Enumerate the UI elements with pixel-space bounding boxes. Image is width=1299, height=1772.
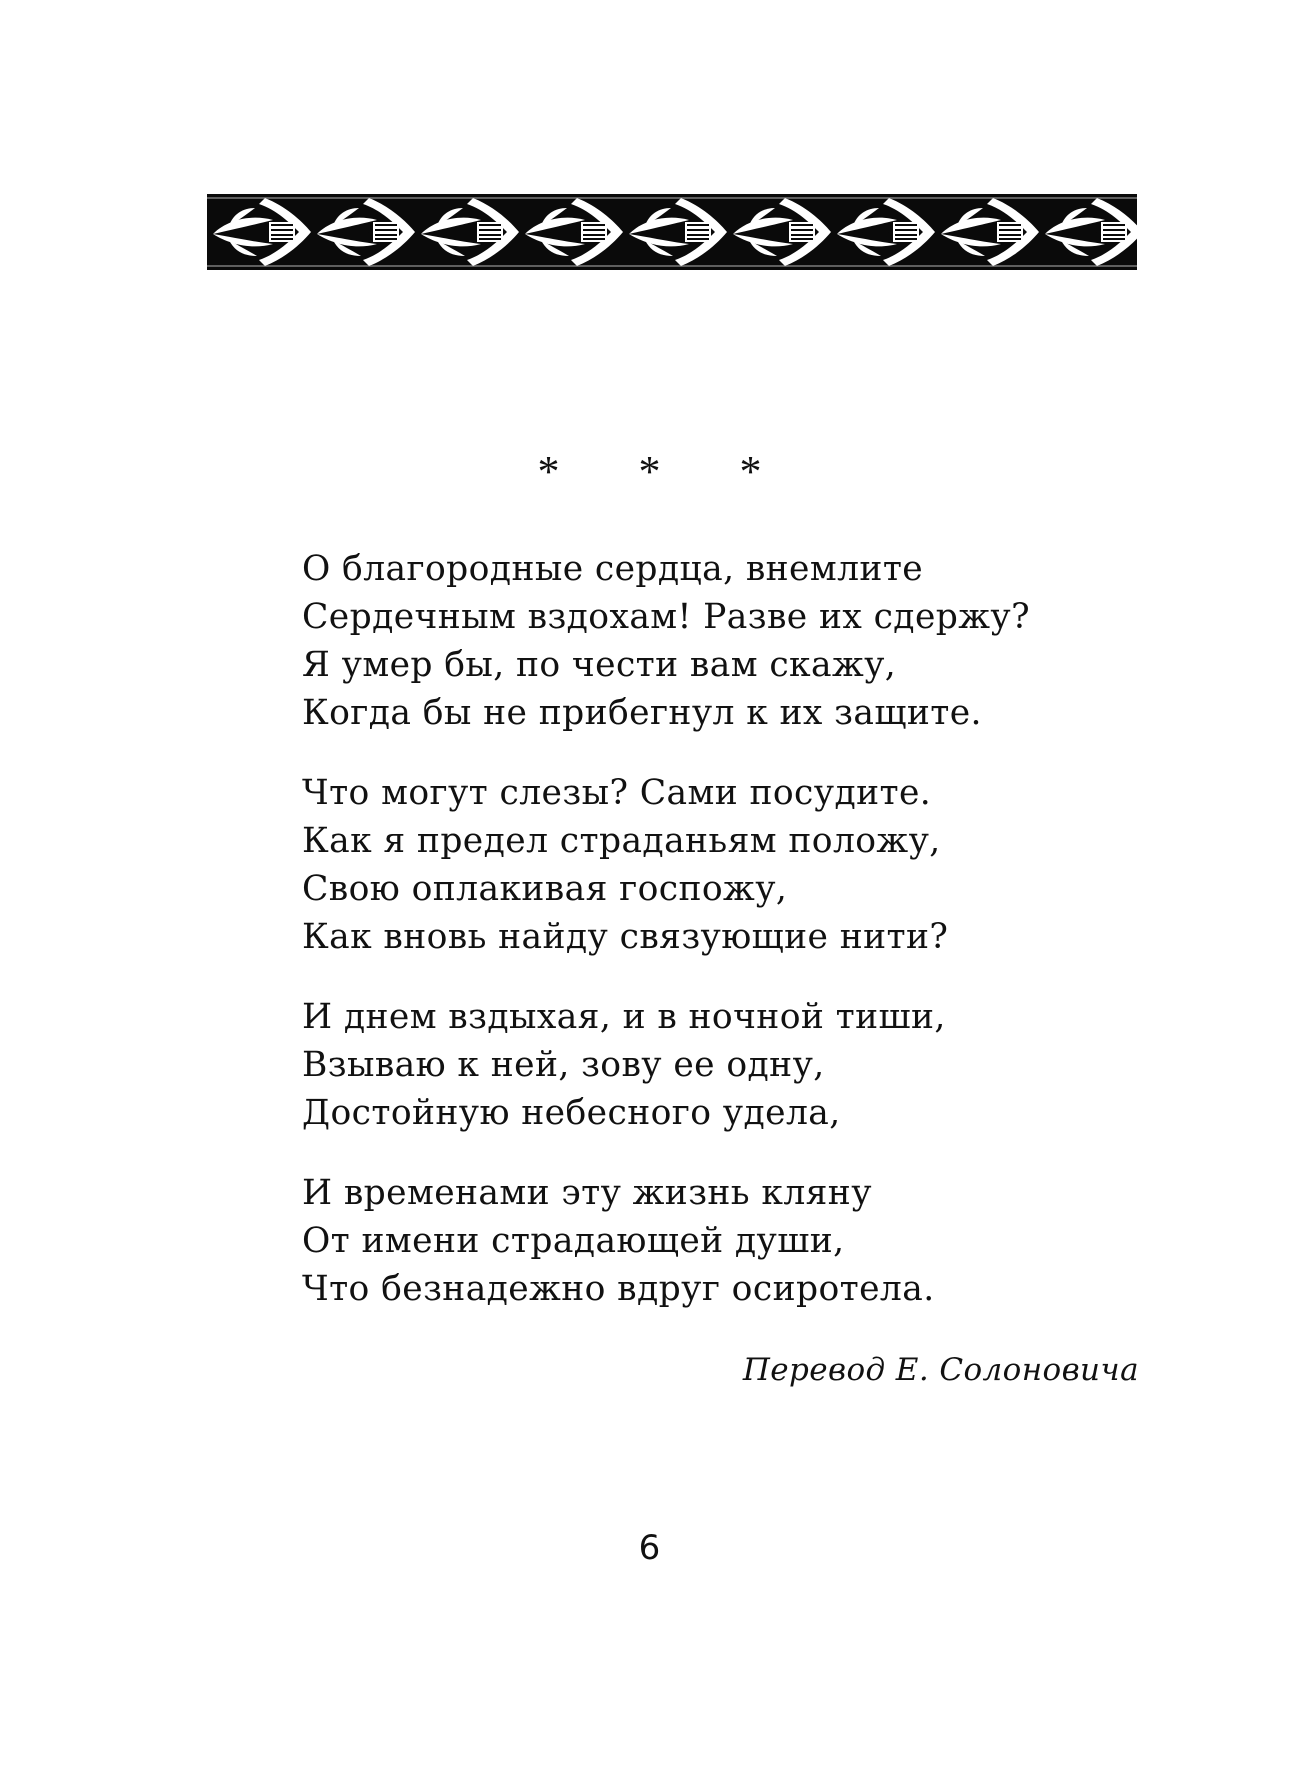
poem-line: И временами эту жизнь кляну <box>302 1173 872 1213</box>
poem-line: Сердечным вздохам! Разве их сдержу? <box>302 597 1030 637</box>
stanza <box>302 993 1162 1137</box>
poem-line: О благородные сердца, внемлите <box>302 549 924 589</box>
stanza <box>302 769 1162 961</box>
braided-laurel-border-icon <box>207 194 1137 270</box>
stanza <box>302 1169 1162 1313</box>
poem-line: И днем вздыхая, и в ночной тиши, <box>302 997 946 1037</box>
poem-line: Когда бы не прибегнул к их защите. <box>302 693 982 733</box>
poem-line: Я умер бы, по чести вам скажу, <box>302 645 897 685</box>
poem-body <box>302 545 1162 1313</box>
poem-line: Что безнадежно вдруг осиротела. <box>302 1269 935 1309</box>
poem-line: Взываю к ней, зову ее одну, <box>302 1045 825 1085</box>
stanza <box>302 545 1162 737</box>
translator-credit: Перевод Е. Солоновича <box>742 1352 1139 1388</box>
poem-line: Как вновь найду связующие нити? <box>302 917 949 957</box>
poem-line: От имени страдающей души, <box>302 1221 845 1261</box>
section-separator: * * * <box>537 447 796 496</box>
page-number: 6 <box>638 1528 661 1568</box>
poem-line: Свою оплакивая госпожу, <box>302 869 788 909</box>
poem-line: Достойную небесного удела, <box>302 1093 841 1133</box>
poem-line: Что могут слезы? Сами посудите. <box>302 773 932 813</box>
poem-line: Как я предел страданьям положу, <box>302 821 941 861</box>
